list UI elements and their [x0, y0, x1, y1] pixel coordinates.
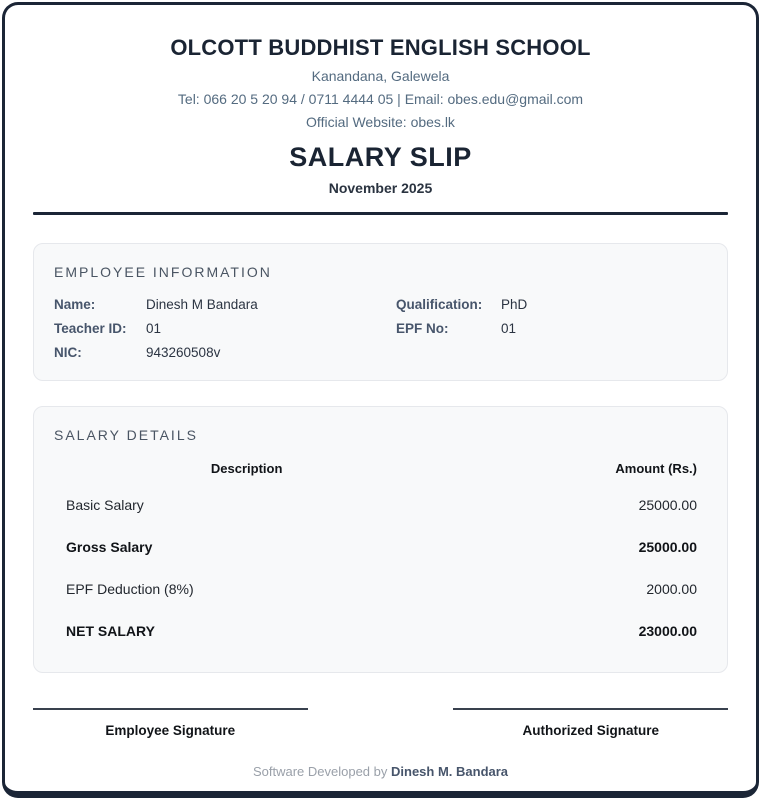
- salary-period: November 2025: [328, 180, 433, 196]
- epf-no-value: 01: [501, 321, 517, 336]
- qualification-value: PhD: [501, 297, 528, 312]
- school-name: OLCOTT BUDDHIST ENGLISH SCHOOL: [170, 35, 591, 60]
- row-amount: 2000.00: [646, 581, 697, 597]
- description-column-header: Description: [210, 461, 283, 476]
- table-row-epf-deduction: [54, 568, 707, 610]
- table-row-net-salary: [54, 610, 707, 652]
- developer-name: Dinesh M. Bandara: [391, 764, 509, 779]
- header-divider: [33, 212, 728, 215]
- row-description: Basic Salary: [66, 497, 144, 513]
- employee-information-title: EMPLOYEE INFORMATION: [54, 264, 272, 280]
- school-contact: Tel: 066 20 5 20 94 / 0711 4444 05 | Email: obes.edu@gmail.com: [177, 91, 584, 107]
- school-website: Official Website: obes.lk: [306, 114, 455, 130]
- row-description: Gross Salary: [66, 539, 153, 555]
- table-row-basic-salary: [54, 484, 707, 526]
- salary-table: [54, 457, 707, 652]
- salary-details-title: SALARY DETAILS: [54, 427, 198, 443]
- row-description: EPF Deduction (8%): [66, 581, 194, 597]
- teacher-id-value: 01: [146, 321, 162, 336]
- footer-credit-prefix: Software Developed by: [252, 764, 391, 779]
- signature-section: [33, 708, 728, 738]
- row-amount: 25000.00: [638, 539, 697, 555]
- row-description: NET SALARY: [66, 623, 155, 639]
- school-address: Kanandana, Galewela: [311, 68, 450, 84]
- employee-signature-block: [33, 708, 308, 738]
- epf-no-label: EPF No:: [396, 321, 449, 336]
- nic-label: NIC:: [54, 345, 82, 360]
- row-amount: 25000.00: [638, 497, 697, 513]
- amount-column-header: Amount (Rs.): [615, 461, 697, 476]
- salary-slip-page: [2, 2, 759, 798]
- employee-information-card: [33, 243, 728, 381]
- nic-value: 943260508v: [146, 345, 221, 360]
- teacher-id-label: Teacher ID:: [54, 321, 127, 336]
- authorized-signature-block: [453, 708, 728, 738]
- name-value: Dinesh M Bandara: [146, 297, 258, 312]
- slip-header: [33, 35, 728, 196]
- employee-information-grid: [54, 297, 707, 360]
- authorized-signature-label: Authorized Signature: [522, 723, 659, 738]
- salary-details-card: [33, 406, 728, 673]
- qualification-label: Qualification:: [396, 297, 483, 312]
- salary-table-header: [54, 457, 707, 484]
- footer-credit: [33, 764, 728, 779]
- document-title: SALARY SLIP: [289, 142, 472, 172]
- name-label: Name:: [54, 297, 96, 312]
- employee-signature-label: Employee Signature: [105, 723, 236, 738]
- row-amount: 23000.00: [638, 623, 697, 639]
- table-row-gross-salary: [54, 526, 707, 568]
